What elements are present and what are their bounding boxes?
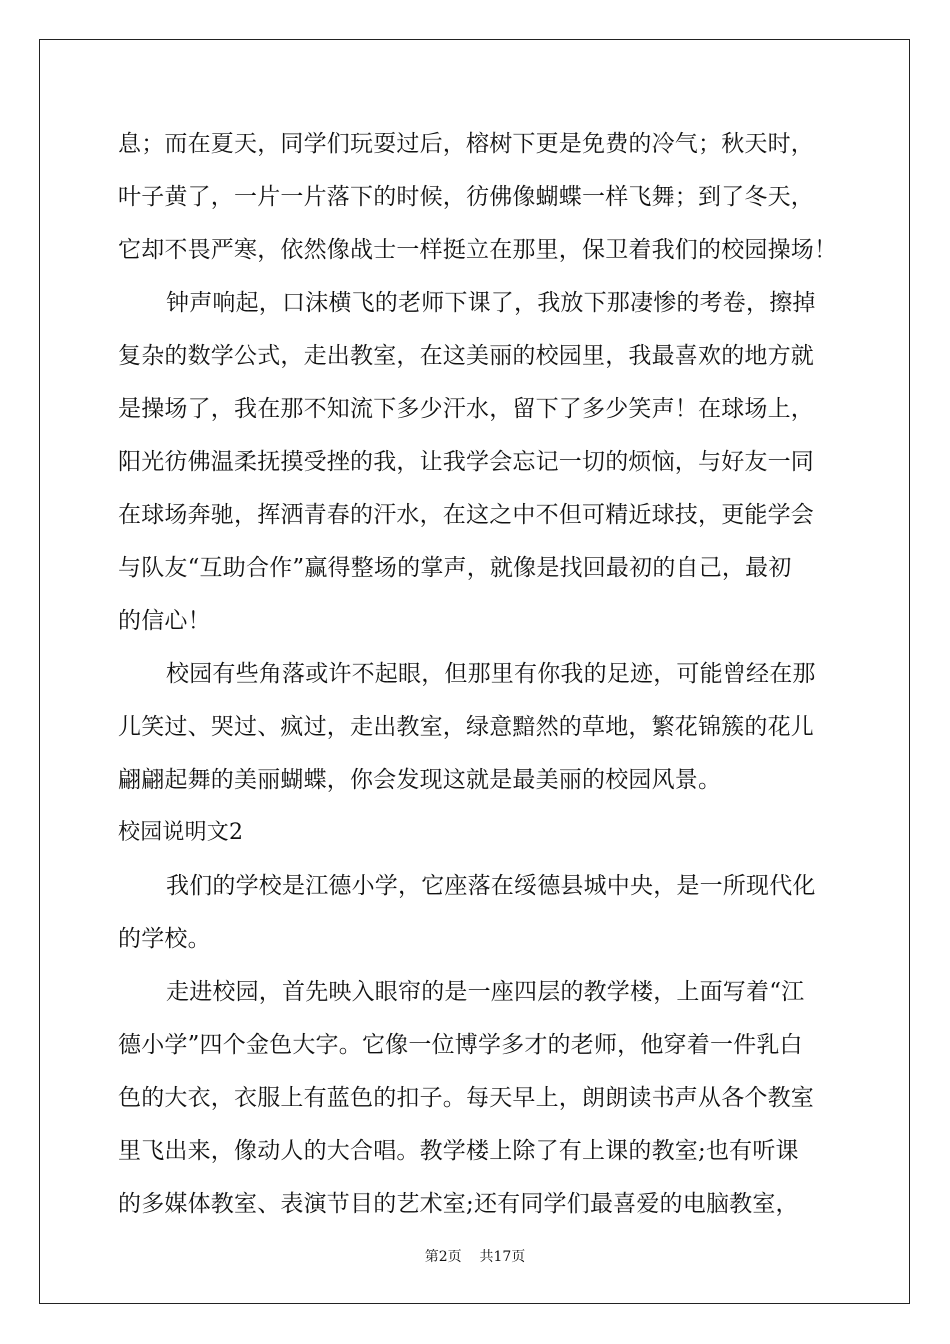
paragraph-start-line: 我们的学校是江德小学，它座落在绥德县城中央，是一所现代化	[166, 873, 816, 899]
text-line: 的信心！	[118, 608, 211, 634]
paragraph-start-line: 钟声响起，口沫横飞的老师下课了，我放下那凄惨的考卷，擦掉	[166, 290, 816, 316]
page-footer	[0, 1247, 950, 1267]
text-line: 阳光彷佛温柔抚摸受挫的我，让我学会忘记一切的烦恼，与好友一同	[118, 449, 814, 475]
page-number: 第2页	[424, 1249, 462, 1265]
text-line: 儿笑过、哭过、疯过，走出教室，绿意黯然的草地，繁花锦簇的花儿	[118, 714, 814, 740]
text-line: 的学校。	[118, 926, 211, 952]
text-line: 翩翩起舞的美丽蝴蝶，你会发现这就是最美丽的校园风景。	[118, 767, 722, 793]
paragraph-start-line: 校园有些角落或许不起眼，但那里有你我的足迹，可能曾经在那	[166, 661, 816, 687]
text-line: 叶子黄了，一片一片落下的时候，彷佛像蝴蝶一样飞舞；到了冬天，	[118, 184, 814, 210]
text-line: 的多媒体教室、表演节目的艺术室;还有同学们最喜爱的电脑教室，	[118, 1191, 799, 1217]
paragraph-start-line: 走进校园，首先映入眼帘的是一座四层的教学楼，上面写着“江	[166, 979, 805, 1005]
text-line: 里飞出来，像动人的大合唱。教学楼上除了有上课的教室;也有听课	[118, 1138, 799, 1164]
text-line: 是操场了，我在那不知流下多少汗水，留下了多少笑声！在球场上，	[118, 396, 814, 422]
text-line: 息；而在夏天，同学们玩耍过后，榕树下更是免费的冷气；秋天时，	[118, 131, 814, 157]
text-line: 德小学”四个金色大字。它像一位博学多才的老师，他穿着一件乳白	[118, 1032, 803, 1058]
page-total: 共17页	[479, 1249, 526, 1265]
text-line: 复杂的数学公式，走出教室，在这美丽的校园里，我最喜欢的地方就	[118, 343, 814, 369]
section-heading: 校园说明文2	[118, 820, 244, 845]
text-line: 色的大衣，衣服上有蓝色的扣子。每天早上，朗朗读书声从各个教室	[118, 1085, 814, 1111]
text-line: 它却不畏严寒，依然像战士一样挺立在那里，保卫着我们的校园操场！	[118, 237, 838, 263]
text-line: 在球场奔驰，挥洒青春的汗水，在这之中不但可精近球技，更能学会	[118, 502, 814, 528]
text-line: 与队友“互助合作”赢得整场的掌声，就像是找回最初的自己，最初	[118, 555, 792, 581]
